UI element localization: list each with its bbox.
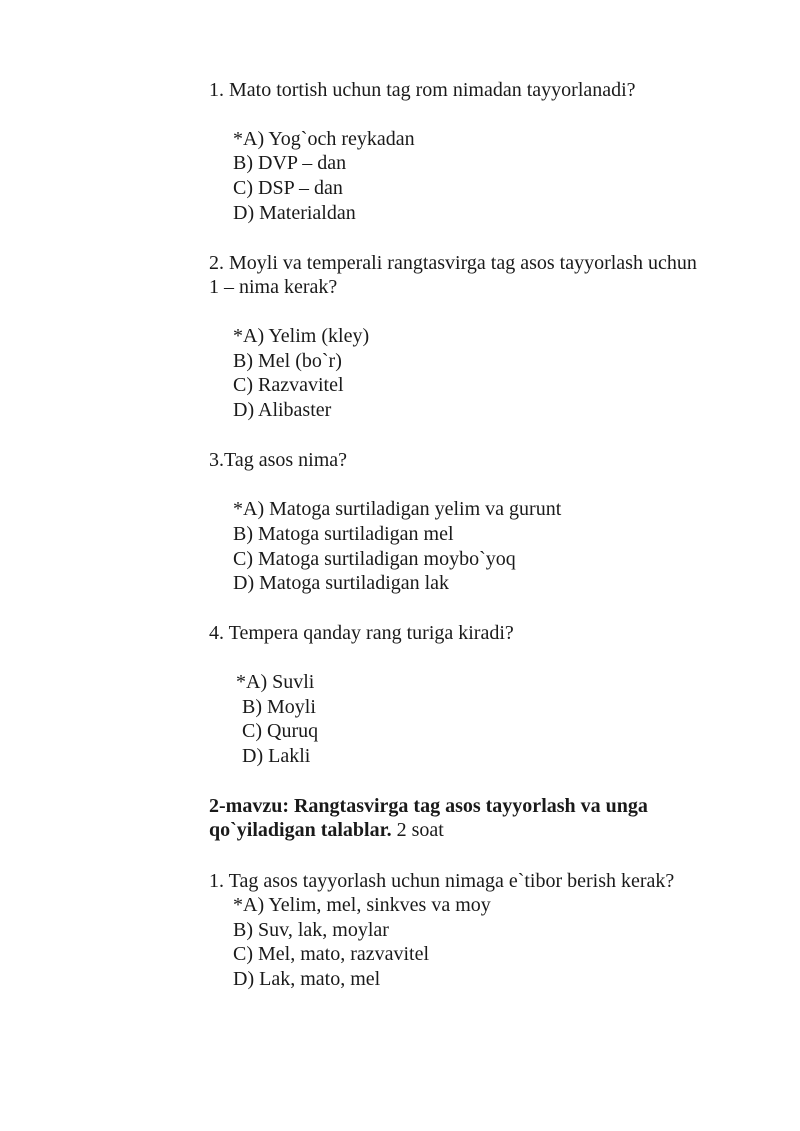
q3-option-b: B) Matoga surtiladigan mel	[233, 523, 454, 545]
q3-option-c: C) Matoga surtiladigan moybo`yoq	[233, 548, 516, 570]
t2q1-option-b: B) Suv, lak, moylar	[233, 919, 389, 941]
topic-2-hours: 2 soat	[391, 819, 444, 841]
q4-option-d: D) Lakli	[242, 745, 311, 767]
q4-option-b: B) Moyli	[242, 696, 316, 718]
q4-option-a: *A) Suvli	[236, 671, 315, 693]
question-3: 3.Tag asos nima?	[209, 449, 348, 471]
q1-option-d: D) Materialdan	[233, 202, 356, 224]
q3-option-d: D) Matoga surtiladigan lak	[233, 572, 450, 594]
question-1: 1. Mato tortish uchun tag rom nimadan tayyorlanadi?	[209, 79, 636, 101]
q1-option-a: *A) Yog`och reykadan	[233, 128, 415, 150]
t2q1-option-a: *A) Yelim, mel, sinkves va moy	[233, 894, 491, 916]
question-4: 4. Tempera qanday rang turiga kiradi?	[209, 622, 514, 644]
question-2-line-2: 1 – nima kerak?	[209, 276, 338, 298]
q2-option-b: B) Mel (bo`r)	[233, 350, 342, 372]
topic-2-question-1: 1. Tag asos tayyorlash uchun nimaga e`tibor berish kerak?	[209, 870, 675, 892]
q2-option-c: C) Razvavitel	[233, 374, 344, 396]
topic-2-heading-line-1: 2-mavzu: Rangtasvirga tag asos tayyorlash va unga	[209, 795, 648, 817]
q4-option-c: C) Quruq	[242, 720, 319, 742]
q2-option-a: *A) Yelim (kley)	[233, 325, 370, 347]
t2q1-option-c: C) Mel, mato, razvavitel	[233, 943, 430, 965]
topic-2-heading-line-2	[209, 818, 444, 842]
question-2-line-1: 2. Moyli va temperali rangtasvirga tag asos tayyorlash uchun	[209, 252, 697, 274]
topic-2-heading-bold: qo`yiladigan talablar.	[209, 819, 392, 841]
q1-option-b: B) DVP – dan	[233, 152, 347, 174]
q2-option-d: D) Alibaster	[233, 399, 332, 421]
q1-option-c: C) DSP – dan	[233, 177, 343, 199]
q3-option-a: *A) Matoga surtiladigan yelim va gurunt	[233, 498, 562, 520]
t2q1-option-d: D) Lak, mato, mel	[233, 968, 381, 990]
